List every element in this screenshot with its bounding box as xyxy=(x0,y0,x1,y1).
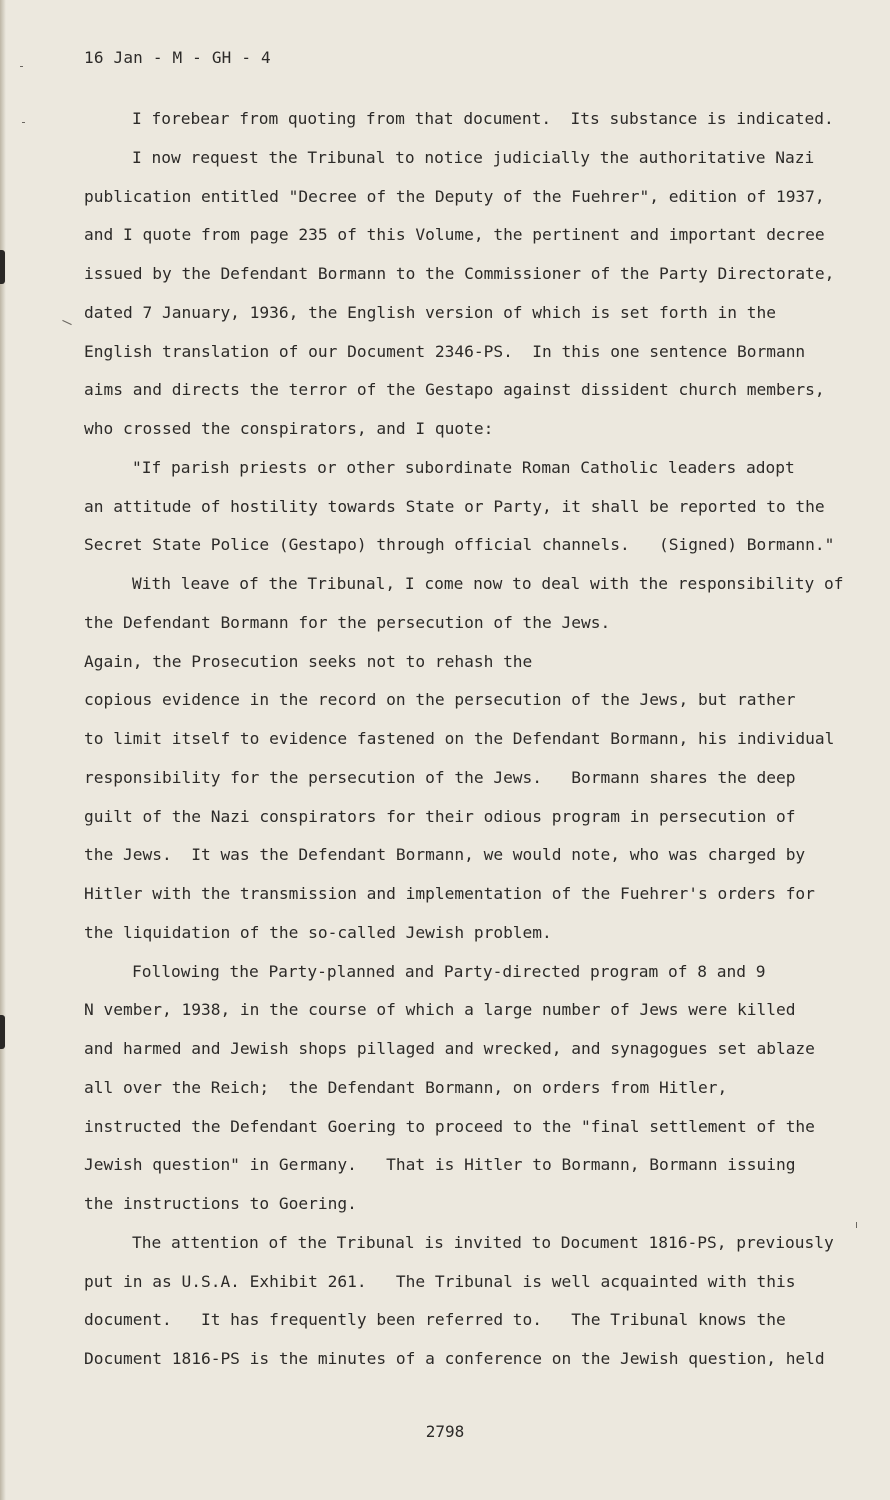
text-line: I now request the Tribunal to notice judicially the authoritative Nazi xyxy=(132,147,815,167)
body-text xyxy=(84,100,854,1379)
text-line: the liquidation of the so-called Jewish problem. xyxy=(84,922,552,942)
text-line: Following the Party-planned and Party-directed program of 8 and 9 xyxy=(132,961,766,981)
text-line: Again, the Prosecution seeks not to rehash the xyxy=(84,651,533,671)
page-header: 16 Jan - M - GH - 4 xyxy=(84,48,271,67)
text-line: issued by the Defendant Bormann to the Commissioner of the Party Directorate, xyxy=(84,264,835,283)
binder-hole-mark xyxy=(0,1015,5,1049)
text-line: Secret State Police (Gestapo) through official channels. (Signed) Bormann." xyxy=(84,535,835,555)
text-line: and I quote from page 235 of this Volume, the pertinent and important decree xyxy=(84,225,825,245)
paper-speck xyxy=(20,66,23,67)
text-line: N vember, 1938, in the course of which a large number of Jews were killed xyxy=(84,1000,796,1020)
text-line: to limit itself to evidence fastened on the Defendant Bormann, his individual xyxy=(84,729,835,748)
text-line: Document 1816-PS is the minutes of a conference on the Jewish question, held xyxy=(84,1349,825,1368)
text-line: who crossed the conspirators, and I quote: xyxy=(84,419,494,438)
text-line: Jewish question" in Germany. That is Hitler to Bormann, Bormann issuing xyxy=(84,1155,796,1175)
text-line: responsibility for the persecution of the Jews. Bormann shares the deep xyxy=(84,767,796,787)
text-line: guilt of the Nazi conspirators for their odious program in persecution of xyxy=(84,806,796,826)
text-line: the Defendant Bormann for the persecution of the Jews. xyxy=(84,612,611,632)
paper-speck xyxy=(856,1222,857,1228)
paper-speck xyxy=(62,320,71,325)
text-line: the Jews. It was the Defendant Bormann, we would note, who was charged by xyxy=(84,845,806,865)
text-line: instructed the Defendant Goering to proceed to the "final settlement of the xyxy=(84,1116,815,1136)
text-line: put in as U.S.A. Exhibit 261. The Tribunal is well acquainted with this xyxy=(84,1271,796,1291)
page-edge-shadow xyxy=(0,0,6,1500)
text-line: I forebear from quoting from that document. Its substance is indicated. xyxy=(132,109,834,128)
page-number: 2798 xyxy=(425,1422,465,1441)
text-line: English translation of our Document 2346-PS. In this one sentence Bormann xyxy=(84,341,806,361)
text-line: document. It has frequently been referred to. The Tribunal knows the xyxy=(84,1310,786,1330)
text-line: dated 7 January, 1936, the English version of which is set forth in the xyxy=(84,302,776,322)
text-line: Hitler with the transmission and implementation of the Fuehrer's orders for xyxy=(84,884,815,903)
paper-speck xyxy=(22,122,25,123)
text-line: The attention of the Tribunal is invited to Document 1816-PS, previously xyxy=(132,1232,834,1252)
text-line: publication entitled "Decree of the Deputy of the Fuehrer", edition of 1937, xyxy=(84,186,825,206)
text-line: the instructions to Goering. xyxy=(84,1194,357,1213)
text-line: "If parish priests or other subordinate Roman Catholic leaders adopt xyxy=(132,457,795,477)
text-line: all over the Reich; the Defendant Bormann, on orders from Hitler, xyxy=(84,1077,728,1097)
text-line: an attitude of hostility towards State or Party, it shall be reported to the xyxy=(84,496,825,516)
text-line: aims and directs the terror of the Gestapo against dissident church members, xyxy=(84,380,825,400)
text-line: With leave of the Tribunal, I come now to deal with the responsibility of xyxy=(132,574,844,593)
text-line: copious evidence in the record on the persecution of the Jews, but rather xyxy=(84,690,796,710)
binder-hole-mark xyxy=(0,250,5,284)
text-line: and harmed and Jewish shops pillaged and wrecked, and synagogues set ablaze xyxy=(84,1039,815,1058)
